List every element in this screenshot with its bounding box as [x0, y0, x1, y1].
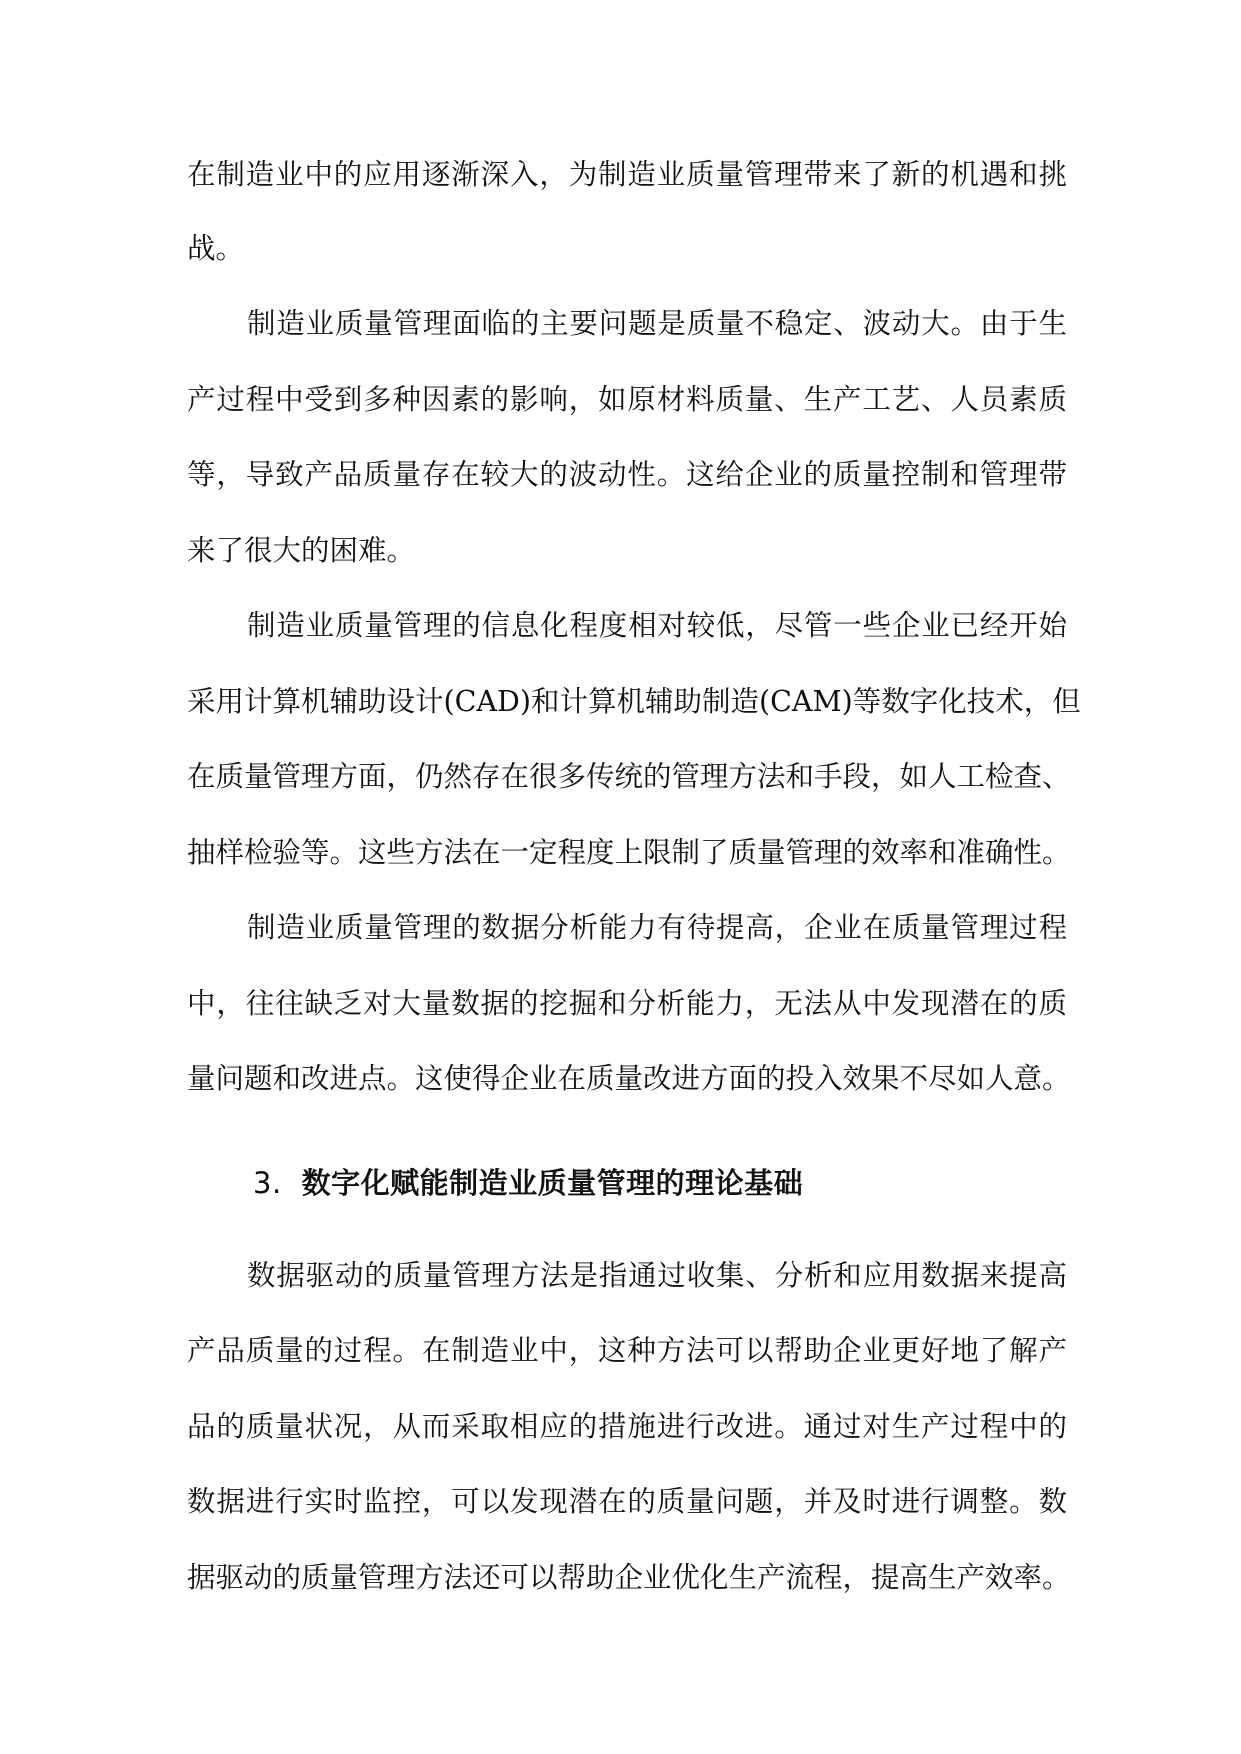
paragraph-line: 来了很大的困难。 — [187, 534, 416, 567]
paragraph-line: 抽样检验等。这些方法在一定程度上限制了质量管理的效率和准确性。 — [187, 836, 1071, 869]
paragraph-line: 制造业质量管理的数据分析能力有待提高，企业在质量管理过程 — [247, 911, 1067, 944]
paragraph-line: 产品质量的过程。在制造业中，这种方法可以帮助企业更好地了解产 — [187, 1334, 1067, 1367]
paragraph-line: 等，导致产品质量存在较大的波动性。这给企业的质量控制和管理带 — [187, 458, 1067, 491]
paragraph-line: 产过程中受到多种因素的影响，如原材料质量、生产工艺、人员素质 — [187, 383, 1067, 416]
paragraph-line: 数据进行实时监控，可以发现潜在的质量问题，并及时进行调整。数 — [187, 1485, 1067, 1518]
paragraph-line: 量问题和改进点。这使得企业在质量改进方面的投入效果不尽如人意。 — [187, 1062, 1071, 1095]
paragraph-line: 战。 — [187, 232, 245, 265]
paragraph-line: 制造业质量管理的信息化程度相对较低，尽管一些企业已经开始 — [247, 609, 1067, 642]
paragraph-line: 制造业质量管理面临的主要问题是质量不稳定、波动大。由于生 — [247, 307, 1067, 340]
paragraph-line: 数据驱动的质量管理方法是指通过收集、分析和应用数据来提高 — [247, 1259, 1067, 1292]
section-title: 数字化赋能制造业质量管理的理论基础 — [301, 1166, 804, 1200]
section-heading — [253, 1163, 803, 1203]
paragraph-line: 品的质量状况，从而采取相应的措施进行改进。通过对生产过程中的 — [187, 1410, 1067, 1443]
section-number: 3. — [253, 1166, 282, 1200]
paragraph-line: 在制造业中的应用逐渐深入，为制造业质量管理带来了新的机遇和挑 — [187, 158, 1067, 191]
paragraph-line: 据驱动的质量管理方法还可以帮助企业优化生产流程，提高生产效率。 — [187, 1561, 1071, 1594]
paragraph-line: 在质量管理方面，仍然存在很多传统的管理方法和手段，如人工检查、 — [187, 760, 1071, 793]
paragraph-line: 采用计算机辅助设计(CAD)和计算机辅助制造(CAM)等数字化技术，但 — [187, 685, 1081, 718]
paragraph-line: 中，往往缺乏对大量数据的挖掘和分析能力，无法从中发现潜在的质 — [187, 987, 1067, 1020]
